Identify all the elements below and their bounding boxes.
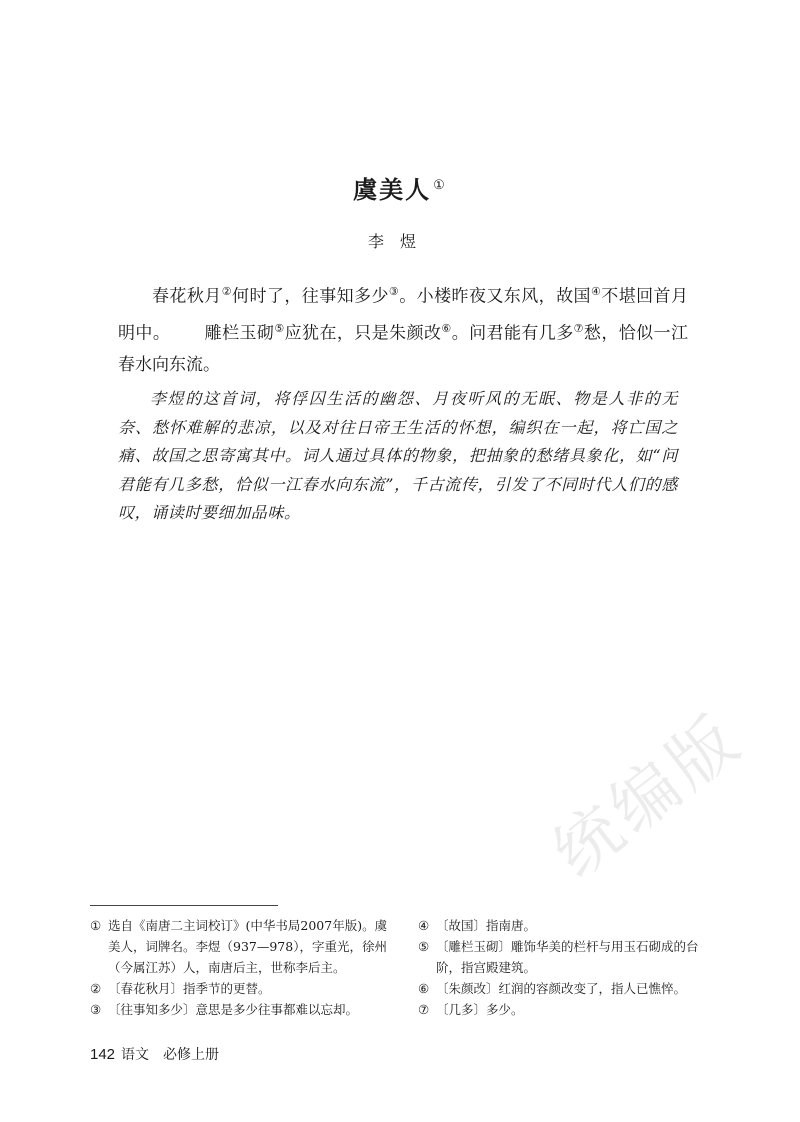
footnote-text: 〔故国〕指南唐。: [436, 918, 537, 933]
page-title: [0, 170, 800, 205]
poem-text: 愁，恰似一江春水向东流。: [118, 323, 688, 376]
watermark: 统编版: [539, 698, 757, 893]
poem-text: 。小楼昨夜又东风，故国: [399, 286, 591, 307]
footnote-item: [90, 999, 390, 1020]
footnote-text: 〔朱颜改〕红润的容颜改变了，指人已憔悴。: [436, 981, 687, 996]
author-name: 李煜: [367, 232, 432, 251]
footnote-item: [418, 978, 718, 999]
footnote-number: ③: [90, 1002, 102, 1017]
book-title: 语文 必修上册: [121, 1046, 220, 1062]
footnote-text: 〔几多〕多少。: [436, 1002, 524, 1017]
title-footnote-mark: ①: [433, 178, 447, 193]
footnote-divider: [90, 905, 278, 906]
poem-text: 春花秋月: [152, 286, 222, 307]
footnote-ref: ⑤: [274, 321, 285, 335]
footnote-text: 〔往事知多少〕意思是多少往事都难以忘却。: [108, 1002, 359, 1017]
footnote-ref: ⑥: [441, 321, 452, 335]
poem-text: 何时了，往事知多少: [232, 286, 389, 307]
commentary-paragraph: 李煜的这首词，将俘囚生活的幽怨、月夜听风的无眠、物是人非的无奈、愁怀难解的悲凉，以及对往日帝王生活的怀想，编织在一起，将亡国之痛、故国之思寄寓其中。词人通过具体的物象，把抽象的愁绪具象化，如“问君能有几多愁，恰似一江春水向东流”，千古流传，引发了不同时代人们的感叹，诵读时要细加品味。: [118, 389, 678, 522]
footnote-item: [418, 999, 718, 1020]
footnote-ref: ②: [221, 285, 233, 298]
footnote-item: [90, 978, 390, 999]
footnote-ref: ④: [590, 285, 602, 298]
poem-text: 。问君能有几多: [451, 323, 574, 344]
footnote-ref: ⑦: [573, 321, 584, 335]
footnote-number: ①: [90, 918, 102, 933]
page-number: 142: [90, 1046, 116, 1063]
poem-text: 不堪回首月明中。: [118, 286, 688, 344]
footnotes-right-column: [418, 915, 718, 1020]
footnote-ref: ③: [388, 285, 400, 298]
footnote-number: ⑤: [418, 939, 430, 954]
page-title-text: 虞美人: [353, 175, 432, 204]
footnote-number: ④: [418, 918, 430, 933]
footnote-text: 选自《南唐二主词校订》(中华书局2007年版)。虞美人，词牌名。李煜（937—978），字重光，徐州（今属江苏）人，南唐后主，世称李后主。: [108, 918, 388, 975]
footnote-item: [90, 915, 390, 978]
footnote-number: ②: [90, 981, 102, 996]
footnote-item: [418, 915, 718, 936]
footnote-text: 〔春花秋月〕指季节的更替。: [108, 981, 271, 996]
footnote-number: ⑥: [418, 981, 430, 996]
poem-text: 应犹在，只是朱颜改: [284, 323, 442, 344]
page-footer: [90, 1044, 219, 1064]
footnote-number: ⑦: [418, 1002, 430, 1017]
footnote-item: [418, 936, 718, 978]
poem-text: 雕栏玉砌: [204, 323, 275, 344]
footnote-text: 〔雕栏玉砌〕雕饰华美的栏杆与用玉石砌成的台阶，指宫殿建筑。: [436, 939, 699, 975]
poem-body: [118, 276, 688, 381]
footnotes-left-column: [90, 915, 390, 1020]
